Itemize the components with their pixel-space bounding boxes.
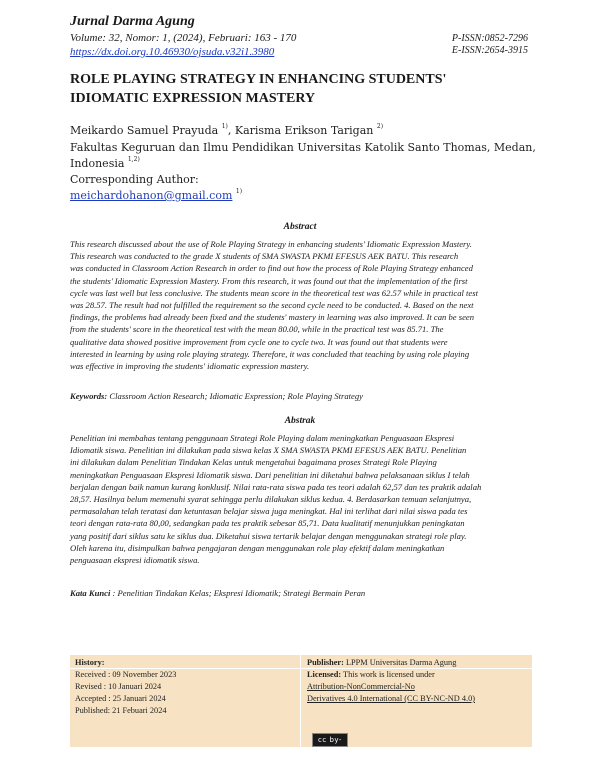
author-2: Karisma Erikson Tarigan	[234, 124, 374, 137]
e-issn: E-ISSN:2654-3915	[451, 45, 528, 56]
cc-license-badge-icon[interactable]: cc by-nc-nd	[312, 733, 348, 747]
abstrak-line: Penelitian ini membahas tentang penggunaan Strategi Role Playing dalam meningkatkan Penguasaan Ekspresi	[70, 433, 455, 443]
abstract-heading: Abstract	[283, 222, 317, 232]
publisher-line	[307, 657, 529, 669]
author-1: Meikardo Samuel Prayuda	[70, 124, 219, 137]
abstract-line: This research was conducted to the grade X students of SMA SWASTA PKMI EFESUS AEK BATU. This research	[70, 251, 459, 262]
licensed-text: This work is licensed under	[343, 670, 435, 679]
abstract-body	[70, 238, 530, 372]
paper-title	[70, 70, 530, 108]
author-separator: ,	[227, 124, 232, 137]
license-link-line-2[interactable]: Derivatives 4.0 International (CC BY-NC-ND 4.0)	[307, 694, 475, 703]
license-link-line-1[interactable]: Attribution-NonCommercial-No	[307, 682, 415, 691]
abstrak-line: yang positif dari siklus satu ke siklus dua. Diketahui siswa tertarik belajar dengan menggunakan strategi role play.	[70, 530, 467, 541]
kata-kunci-label: Kata Kunci	[70, 588, 111, 598]
abstrak-line: berjalan dengan baik namun kurang konklusif. Nilai rata-rata siswa pada tes teori adalah 62,57 dan tes praktik adalah	[70, 481, 482, 492]
abstrak-line: permasalahan telah teratasi dan ketuntasan belajar siswa juga meningkat. Hal ini terlihat dari nilai siswa pada tes	[70, 506, 468, 517]
kata-kunci-text: : Penelitian Tindakan Kelas; Ekspresi Idiomatik; Strategi Bermain Peran	[112, 588, 366, 598]
abstrak-line: penguasaan ekspresi idiomatik siswa.	[70, 555, 200, 566]
abstract-line: was conducted in Classroom Action Research in order to find out how the process of Role Playing Strategy enhanced	[70, 263, 473, 274]
abstrak-line: teori dengan rata-rata 80,00, sedangkan pada tes praktik sebesar 85,71. Data kualitatif menunjukkan peningkatan	[70, 518, 465, 529]
publisher-column	[307, 657, 529, 705]
abstract-line: interested in learning by using role playing strategy. Therefore, it was concluded that teaching by using role playing	[70, 348, 470, 359]
journal-name: Jurnal Darma Agung	[70, 14, 195, 29]
published-date: Published: 21 Febuari 2024	[75, 706, 167, 715]
affiliation-country: Indonesia	[70, 157, 125, 170]
revised-date: Revised : 10 Januari 2024	[75, 682, 162, 691]
abstrak-line: ini dilakukan dalam Penelitian Tindakan Kelas untuk mengetahui bagaimana proses Strategi Role Playing	[70, 457, 437, 468]
abstract-keywords	[70, 391, 530, 401]
abstract-line: was 28.57. The result had not fulfilled the requirement so the second cycle need to be conducted. 4. Based on the next	[70, 300, 474, 311]
abstract-line: findings, the problems had already been fixed and the students' mastery in learning was also improved. It can be seen	[70, 312, 475, 323]
abstract-line: from the students' score in the theoretical test with the mean 80.00, while in the practical test was 85.71. The	[70, 324, 444, 335]
abstrak-line: Oleh karena itu, disimpulkan bahwa pengajaran dengan menggunakan role play efektif dalam meningkatkan	[70, 542, 445, 553]
title-line-2: IDIOMATIC EXPRESSION MASTERY	[70, 91, 316, 106]
accepted-date: Accepted : 25 Januari 2024	[75, 694, 166, 703]
corresponding-author-label: Corresponding Author:	[70, 173, 199, 186]
publisher-name: LPPM Universitas Darma Agung	[345, 658, 457, 667]
abstrak-line: Idiomatik siswa. Penelitian ini dilakukan pada siswa kelas X SMA SWASTA PKMI EFESUS AEK BATU. Penelitian	[70, 445, 467, 456]
affiliation-sup: 1,2)	[127, 156, 140, 163]
email-link[interactable]: meichardohanon@gmail.com	[70, 189, 233, 202]
licensed-label: Licensed:	[307, 670, 342, 679]
doi-link[interactable]: https://dx.doi.org.10.46930/ojsuda.v32i1.3980	[70, 46, 275, 58]
history-column	[75, 657, 297, 717]
author-1-sup: 1)	[221, 123, 228, 130]
abstrak-heading: Abstrak	[284, 416, 316, 426]
abstract-line: cycle was last well but less conclusive. The students mean score in the theoretical test was 62.57 while in practical test	[70, 287, 478, 298]
licensed-line	[307, 669, 529, 681]
journal-volume-line: Volume: 32, Nomor: 1, (2024), Februari: 163 - 170	[70, 32, 297, 44]
keywords-text: Classroom Action Research; Idiomatic Expression; Role Playing Strategy	[109, 391, 363, 401]
received-date: Received : 09 November 2023	[75, 670, 177, 679]
abstract-line: was effective in improving the students' idiomatic expression mastery.	[70, 361, 310, 372]
abstrak-body	[70, 432, 530, 566]
corresponding-email-line	[70, 189, 242, 202]
author-2-sup: 2)	[376, 123, 384, 130]
affiliation-line-2	[70, 157, 140, 170]
abstract-line: qualitative data showed positive improvement from cycle one to cycle two. It was found out that students were	[70, 336, 448, 347]
history-label: History:	[75, 658, 105, 667]
p-issn: P-ISSN:0852-7296	[451, 33, 528, 44]
title-line-1: ROLE PLAYING STRATEGY IN ENHANCING STUDENTS'	[70, 72, 447, 87]
email-sup: 1)	[235, 188, 243, 195]
abstract-line: the students' Idiomatic Expression Mastery. From this research, it was found out that the implementation of the first	[70, 275, 468, 286]
abstrak-line: 28,57. Hasilnya belum memenuhi syarat sehingga perlu dilakukan siklus kedua. 4. Berdasarkan temuan selanjutnya,	[70, 494, 472, 505]
author-list	[70, 124, 383, 137]
abstract-line: This research discussed about the use of Role Playing Strategy in enhancing students' Idiomatic Expression Mastery.	[70, 239, 472, 249]
abstrak-keywords	[70, 588, 530, 598]
keywords-label: Keywords:	[70, 391, 108, 401]
affiliation-line-1: Fakultas Keguruan dan Ilmu Pendidikan Universitas Katolik Santo Thomas, Medan,	[70, 141, 536, 154]
publisher-label: Publisher:	[307, 658, 344, 667]
abstrak-line: meningkatkan Penguasaan Ekspresi Idiomatik siswa. Dari penelitian ini diketahui bahwa pelaksanaan siklus I telah	[70, 469, 470, 480]
